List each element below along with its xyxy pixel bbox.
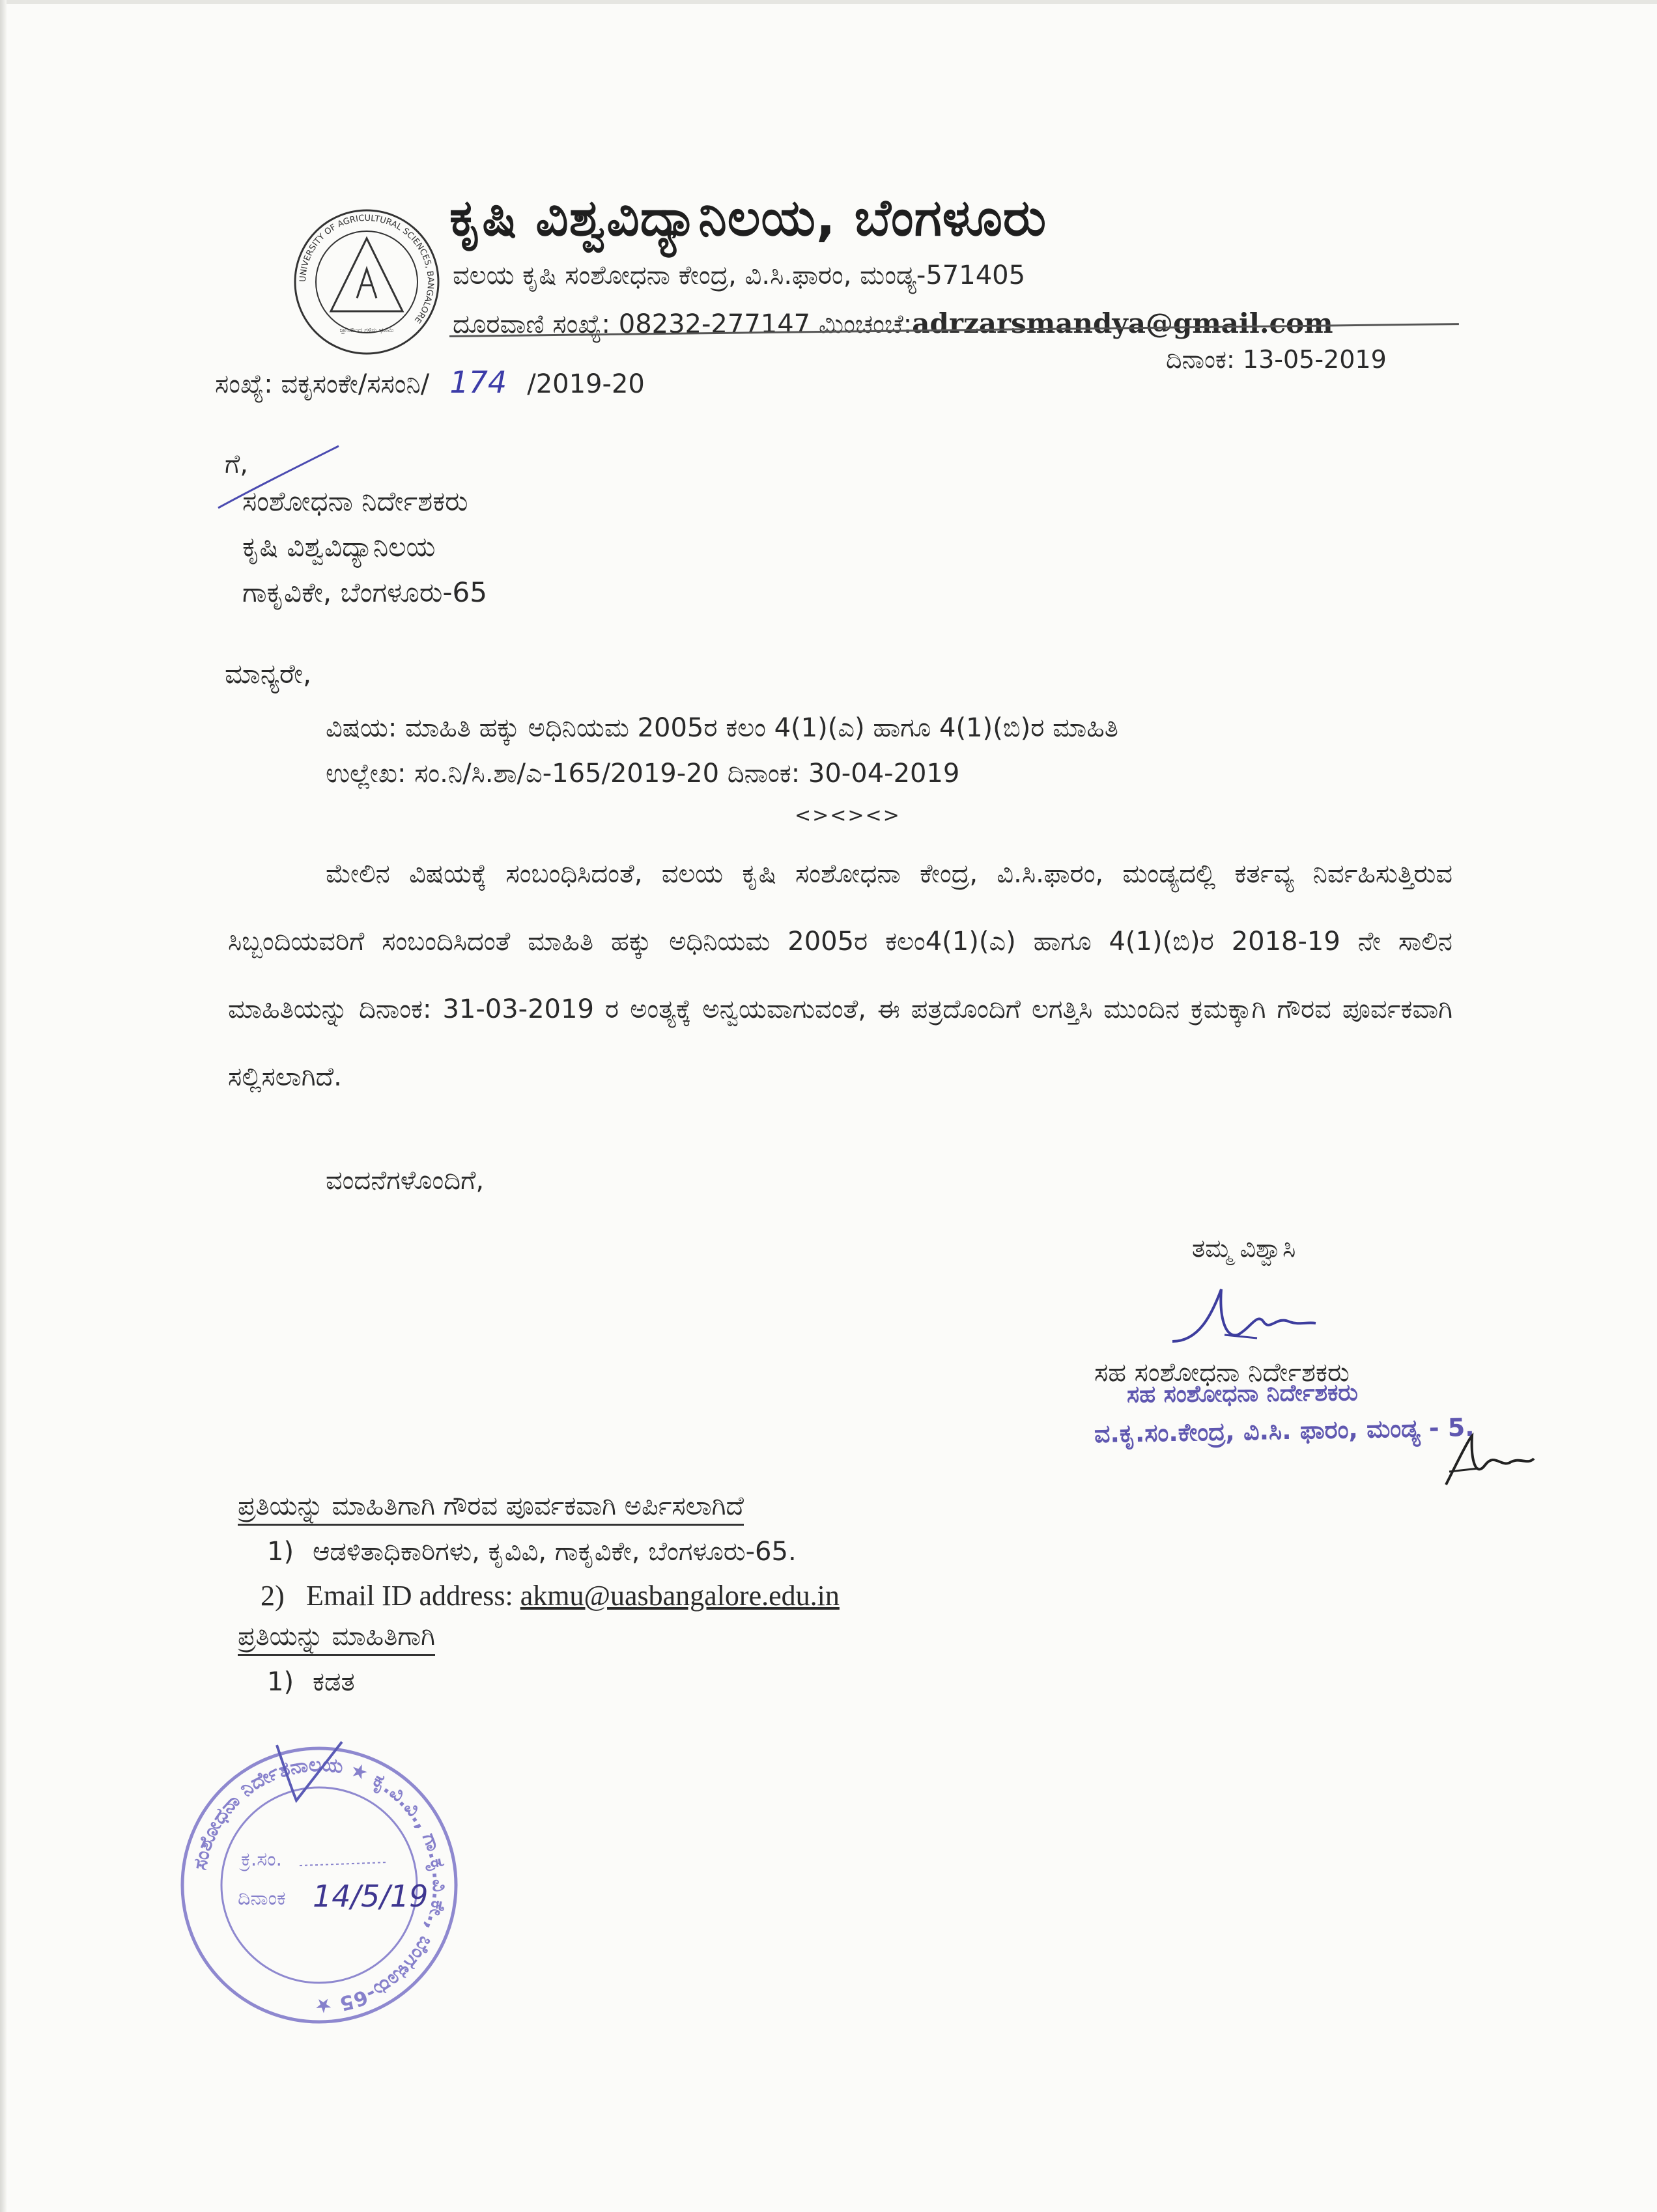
to-label: ಗೆ, (225, 449, 248, 479)
signature-icon (1159, 1276, 1329, 1354)
copy-item-1-number: 1) (267, 1537, 294, 1567)
phone-label: ದೂರವಾಣಿ ಸಂಖ್ಯೆ: 08232-277147 ಮಿಂಚಂಚೆ: (453, 309, 913, 339)
logo-ring-text: UNIVERSITY OF AGRICULTURAL SCIENCES, BANGALORE (298, 213, 436, 325)
copy-item-3-text: ಕಡತ (313, 1667, 355, 1697)
letter-body: ಮೇಲಿನ ವಿಷಯಕ್ಕೆ ಸಂಬಂಧಿಸಿದಂತೆ, ವಲಯ ಕೃಷಿ ಸಂಶೋಧನಾ ಕೇಂದ್ರ, ವಿ.ಸಿ.ಫಾರಂ, ಮಂಡ್ಯದಲ್ಲಿ ಕರ್ತವ್ಯ ನಿರ್ವಹಿಸುತ್ತಿರುವ ಸಿಬ್ಬಂದಿಯವರಿಗೆ ಸಂಬಂದಿಸಿದಂತೆ ಮಾಹಿತಿ ಹಕ್ಕು ಅಧಿನಿಯಮ 2005ರ ಕಲಂ4(1)(ಎ) ಹಾಗೂ 4(1)(ಬಿ)ರ 2018-19 ನೇ ಸಾಲಿನ ಮಾಹಿತಿಯನ್ನು ದಿನಾಂಕ: 31-03-2019 ರ ಅಂತ್ಯಕ್ಕೆ ಅನ್ವಯವಾಗುವಂತೆ, ಈ ಪತ್ರದೊಂದಿಗೆ ಲಗತ್ತಿಸಿ ಮುಂದಿನ ಕ್ರಮಕ್ಕಾಗಿ ಗೌರವ ಪೂರ್ವಕವಾಗಿ ಸಲ್ಲಿಸಲಾಗಿದೆ. (228, 859, 1452, 1092)
scan-top-edge (0, 0, 1657, 4)
addressee-line-1: ಸಂಶೋಧನಾ ನಿರ್ದೇಶಕರು (242, 485, 468, 517)
reference-suffix: /2019-20 (527, 369, 645, 399)
reference-line: ಉಲ್ಲೇಖ: ಸಂ.ನಿ/ಸಿ.ಶಾ/ಎ-165/2019-20 ದಿನಾಂಕ: 30-04-2019 (326, 759, 960, 789)
copy-item-3-number: 1) (267, 1667, 294, 1697)
letter-date: ದಿನಾಂಕ: 13-05-2019 (1166, 345, 1387, 374)
subject-line: ವಿಷಯ: ಮಾಹಿತಿ ಹಕ್ಕು ಅಧಿನಿಯಮ 2005ರ ಕಲಂ 4(1)(ಎ) ಹಾಗೂ 4(1)(ಬಿ)ರ ಮಾಹಿತಿ (326, 713, 1118, 743)
university-logo (292, 207, 442, 357)
stamp-date-value: 14/5/19 (313, 1879, 429, 1914)
copy-item-2 (261, 1579, 840, 1612)
scan-left-edge (0, 0, 7, 2212)
email-address: adrzarsmandya@gmail.com (912, 307, 1333, 339)
office-stamp-line-2: ವ.ಕೃ.ಸಂ.ಕೇಂದ್ರ, ವಿ.ಸಿ. ಫಾರಂ, ಮಂಡ್ಯ - 5. (1094, 1412, 1475, 1449)
closing: ವಂದನೆಗಳೊಂದಿಗೆ, (326, 1166, 485, 1196)
reference-prefix: ಸಂಖ್ಯೆ: ವಕೃಸಂಕೇ/ಸಸಂನಿ/ (215, 369, 430, 399)
designation: ಸಹ ಸಂಶೋಧನಾ ನಿರ್ದೇಶಕರು (1094, 1358, 1350, 1388)
stamp-ks-label: ಕ್ರ.ಸಂ. (241, 1848, 283, 1871)
logo-motto: ಜ್ಞಾನದಿಂದ ಗಳಿಸು ಭೂಮಿ (339, 327, 394, 334)
received-stamp (173, 1739, 466, 2032)
station-address: ವಲಯ ಕೃಷಿ ಸಂಶೋಧನಾ ಕೇಂದ್ರ, ವಿ.ಸಿ.ಫಾರಂ, ಮಂಡ್ಯ-571405 (453, 260, 1026, 290)
copy-heading-1: ಪ್ರತಿಯನ್ನು ಮಾಹಿತಿಗಾಗಿ ಗೌರವ ಪೂರ್ವಕವಾಗಿ ಅರ್ಪಿಸಲಾಗಿದೆ (238, 1491, 744, 1526)
addressee-line-2: ಕೃಷಿ ವಿಶ್ವವಿದ್ಯಾನಿಲಯ (242, 531, 436, 563)
copy-item-1 (267, 1537, 797, 1567)
reference-number (215, 365, 645, 400)
university-title: ಕೃಷಿ ವಿಶ್ವವಿದ್ಯಾನಿಲಯ, ಬೆಂಗಳೂರು (449, 189, 1047, 247)
copy-item-1-text: ಆಡಳಿತಾಧಿಕಾರಿಗಳು, ಕೃವಿವಿ, ಗಾಕೃವಿಕೇ, ಬೆಂಗಳೂರು-65. (313, 1537, 797, 1567)
stamp-date-label: ದಿನಾಂಕ (238, 1887, 286, 1910)
stamp-ring-text: ಸಂಶೋಧನಾ ನಿರ್ದೇಶನಾಲಯ ★ ಕೃ.ವಿ.ವಿ., ಗಾ.ಕೃ.ವಿ.ಕೇ., ಬೆಂಗಳೂರು-65 ★ (188, 1753, 451, 2017)
copy-item-2-email[interactable]: akmu@uasbangalore.edu.in (520, 1580, 840, 1612)
handwritten-number: 174 (449, 365, 507, 400)
copy-item-2-label: Email ID address: (306, 1580, 520, 1612)
initials-icon (1439, 1433, 1537, 1491)
copy-item-2-number: 2) (261, 1580, 285, 1612)
copy-heading-2: ಪ್ರತಿಯನ್ನು ಮಾಹಿತಿಗಾಗಿ (238, 1621, 435, 1656)
copy-item-3 (267, 1667, 355, 1697)
addressee-line-3: ಗಾಕೃವಿಕೇ, ಬೆಂಗಳೂರು-65 (242, 576, 487, 608)
separator: <><><> (795, 804, 901, 827)
salutation: ಮಾನ್ಯರೇ, (225, 658, 312, 690)
yours-faithfully: ತಮ್ಮ ವಿಶ್ವಾಸಿ (1192, 1234, 1296, 1263)
office-stamp-line-1: ಸಹ ಸಂಶೋಧನಾ ನಿರ್ದೇಶಕರು (1126, 1379, 1358, 1408)
